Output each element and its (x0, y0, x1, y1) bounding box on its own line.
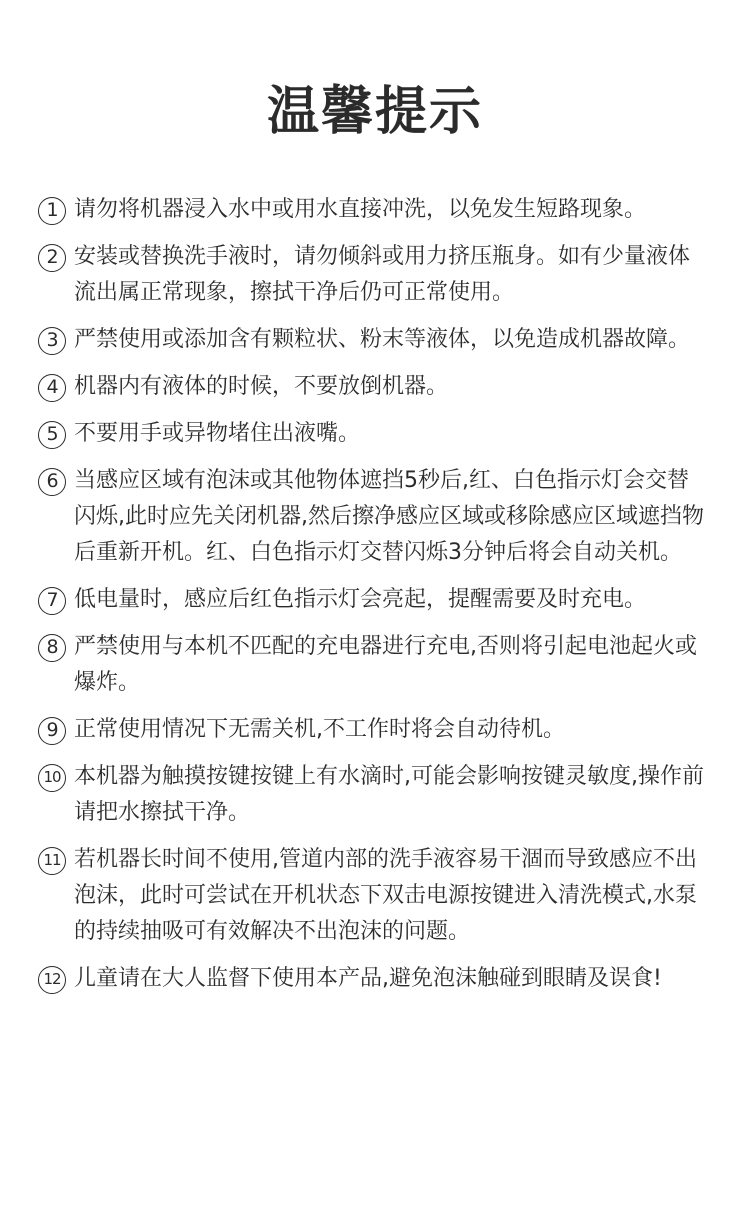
tip-item (38, 712, 710, 748)
tip-number-badge: 1 (38, 197, 66, 225)
tip-number-badge: 6 (38, 468, 66, 496)
tip-text: 低电量时，感应后红色指示灯会亮起，提醒需要及时充电。 (74, 587, 647, 612)
tip-item (38, 192, 710, 228)
tip-text: 不要用手或异物堵住出液嘴。 (74, 421, 361, 446)
tip-text: 当感应区域有泡沫或其他物体遮挡5秒后,红、白色指示灯会交替闪烁,此时应先关闭机器,然后擦净感应区域或移除感应区域遮挡物后重新开机。红、白色指示灯交替闪烁3分钟后将会自动关机。 (74, 468, 704, 565)
tips-list (38, 192, 710, 1008)
tip-text: 严禁使用与本机不匹配的充电器进行充电,否则将引起电池起火或爆炸。 (74, 634, 697, 695)
tip-number-badge: 7 (38, 587, 66, 615)
tip-number-badge: 4 (38, 374, 66, 402)
tip-number-badge: 3 (38, 327, 66, 355)
tip-number-badge: 12 (38, 966, 66, 994)
tip-text: 儿童请在大人监督下使用本产品,避免泡沫触碰到眼睛及误食! (74, 966, 662, 991)
tip-item (38, 842, 710, 950)
tip-item (38, 322, 710, 358)
page-title: 温馨提示 (266, 82, 483, 142)
tip-item (38, 239, 710, 311)
tip-item (38, 759, 710, 831)
tip-text: 若机器长时间不使用,管道内部的洗手液容易干涸而导致感应不出泡沫，此时可尝试在开机状态下双击电源按键进入清洗模式,水泵的持续抽吸可有效解决不出泡沫的问题。 (74, 847, 697, 944)
tip-number-badge: 5 (38, 421, 66, 449)
tip-number-badge: 11 (38, 847, 66, 875)
tip-number-badge: 8 (38, 634, 66, 662)
tip-number-badge: 2 (38, 244, 66, 272)
tip-text: 机器内有液体的时候，不要放倒机器。 (74, 374, 449, 399)
tip-item (38, 416, 710, 452)
tip-text: 本机器为触摸按键按键上有水滴时,可能会影响按键灵敏度,操作前请把水擦拭干净。 (74, 764, 704, 825)
tip-text: 安装或替换洗手液时，请勿倾斜或用力挤压瓶身。如有少量液体流出属正常现象，擦拭干净后仍可正常使用。 (74, 244, 691, 305)
tip-number-badge: 10 (38, 764, 66, 792)
tip-item (38, 629, 710, 701)
tip-text: 正常使用情况下无需关机,不工作时将会自动待机。 (74, 717, 565, 742)
tip-item (38, 582, 710, 618)
tip-text: 严禁使用或添加含有颗粒状、粉末等液体，以免造成机器故障。 (74, 327, 691, 352)
tip-item (38, 961, 710, 997)
tip-item (38, 463, 710, 571)
tip-text: 请勿将机器浸入水中或用水直接冲洗，以免发生短路现象。 (74, 197, 647, 222)
tip-item (38, 369, 710, 405)
tip-number-badge: 9 (38, 717, 66, 745)
